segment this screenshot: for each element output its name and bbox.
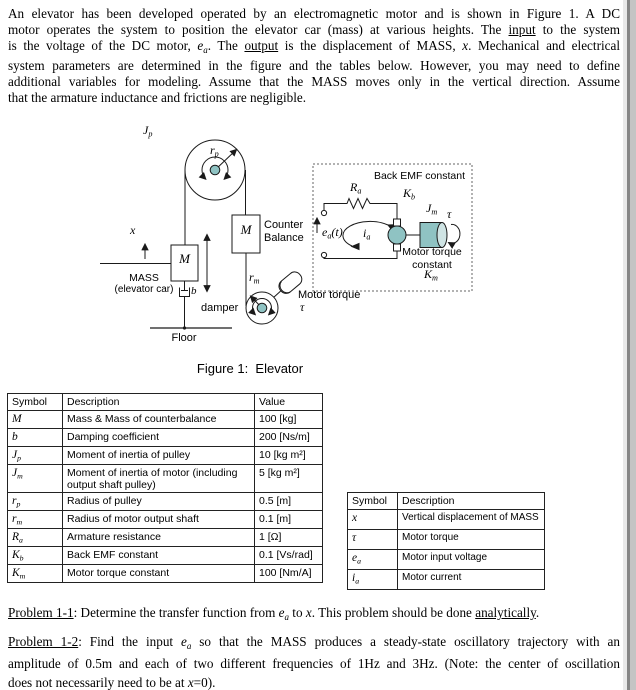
jm-label: $J_m$	[426, 201, 438, 217]
counterbalance-m-label: M	[240, 222, 252, 237]
table-row	[8, 547, 323, 565]
damper-label: damper	[201, 302, 239, 314]
kb-label: $K_b$	[403, 186, 416, 202]
terminal-bottom	[321, 252, 326, 257]
symbol-cell: $e_a$	[348, 550, 398, 570]
symbol-cell: x	[348, 510, 398, 530]
text-line: An elevator has been developed operated by an electromagnetic motor and is shown in Figure 1. A DC	[8, 6, 620, 21]
column-header: Value	[255, 394, 323, 411]
description-cell: Motor torque constant	[63, 565, 255, 583]
column-header: Description	[398, 493, 545, 510]
symbol-cell: τ	[348, 530, 398, 550]
back-emf-label: Back EMF constant	[373, 170, 466, 182]
description-cell: Back EMF constant	[63, 547, 255, 565]
value-cell: 0.1 [Vs/rad]	[255, 547, 323, 565]
text-line: system parameters are determined in the figure and the tables below. However, you may need to define	[8, 57, 620, 73]
column-header: Symbol	[8, 394, 63, 411]
table-row	[348, 530, 545, 550]
value-cell: 100 [kg]	[255, 411, 323, 429]
jp-label: $J_p$	[143, 123, 153, 139]
description-cell: Damping coefficient	[63, 429, 255, 447]
description-cell: Motor input voltage	[398, 550, 545, 570]
table-row	[8, 493, 323, 511]
table-row	[8, 429, 323, 447]
window-edge-gray	[630, 0, 636, 690]
motor-torque-constant-label: Motor torque constant	[402, 246, 462, 271]
table-row	[8, 511, 323, 529]
parameters-table	[7, 393, 323, 583]
ra-label: $R_a$	[350, 180, 362, 196]
value-cell: 200 [Ns/m]	[255, 429, 323, 447]
rm-label: $r_m$	[249, 270, 260, 286]
table-row	[8, 529, 323, 547]
table-row	[8, 447, 323, 465]
text-line: that the armature inductance and frictions are negligible.	[8, 89, 307, 105]
text-line: motor operates the system to position the elevator car (mass) at various heights. The input to the system	[8, 22, 620, 37]
tau-circuit-label: τ	[447, 207, 452, 221]
text-line: additional variables for modeling. Assume that the MASS moves only in the vertical direction. Assume	[8, 73, 620, 89]
text-line: Problem 1-2: Find the input $e_a$ so that the MASS produces a steady-state oscillatory trajectory with an	[8, 634, 620, 651]
description-cell: Mass & Mass of counterbalance	[63, 411, 255, 429]
elevator-car-label: (elevator car)	[114, 284, 174, 295]
symbol-cell: M	[8, 411, 63, 429]
table-header-row	[348, 493, 545, 510]
problem-1-2	[8, 633, 620, 690]
text-line: does not necessarily need to be at x=0).	[8, 675, 216, 690]
table-row	[8, 465, 323, 493]
b-label: b	[191, 285, 197, 297]
value-cell: 0.5 [m]	[255, 493, 323, 511]
description-cell: Moment of inertia of motor (including output shaft pulley)	[63, 465, 255, 493]
description-cell: Radius of motor output shaft	[63, 511, 255, 529]
motor-symbol	[388, 226, 406, 244]
figure-caption: Figure 1: Elevator	[196, 361, 304, 376]
description-cell: Motor current	[398, 570, 545, 590]
resistor-wire	[324, 199, 397, 220]
rp-label: $r_p$	[210, 143, 219, 159]
description-cell: Radius of pulley	[63, 493, 255, 511]
table-header-row	[8, 394, 323, 411]
symbol-cell: $J_p$	[8, 447, 63, 465]
torque-arrow	[449, 224, 460, 243]
ea-label: $e_a(t)$	[322, 225, 343, 241]
text-line: Problem 1-1: Determine the transfer function from $e_a$ to x. This problem should be done analytically.	[8, 605, 540, 622]
value-cell: 10 [kg m²]	[255, 447, 323, 465]
symbol-cell: $r_p$	[8, 493, 63, 511]
value-cell: 1 [Ω]	[255, 529, 323, 547]
problem-1-1	[8, 604, 620, 626]
mass-m-label: M	[179, 251, 190, 266]
floor-label: Floor	[171, 332, 197, 344]
table-row	[348, 510, 545, 530]
description-cell: Motor torque	[398, 530, 545, 550]
column-header: Description	[63, 394, 255, 411]
description-cell: Armature resistance	[63, 529, 255, 547]
value-cell: 5 [kg m²]	[255, 465, 323, 493]
text-line: is the voltage of the DC motor, $e_a$. The output is the displacement of MASS, x. Mechanical and electrical	[8, 38, 620, 55]
value-cell: 0.1 [m]	[255, 511, 323, 529]
tau-label: τ	[300, 300, 305, 314]
table-row	[8, 565, 323, 583]
km-label: $K_m$	[424, 267, 438, 283]
terminal-top	[321, 210, 326, 215]
symbol-cell: $R_a$	[8, 529, 63, 547]
description-cell: Moment of inertia of pulley	[63, 447, 255, 465]
symbol-cell: $i_a$	[348, 570, 398, 590]
symbol-cell: $K_m$	[8, 565, 63, 583]
table-row	[348, 570, 545, 590]
symbol-cell: $J_m$	[8, 465, 63, 493]
symbol-cell: $K_b$	[8, 547, 63, 565]
value-cell: 100 [Nm/A]	[255, 565, 323, 583]
x-label: x	[130, 223, 136, 237]
motor-torque-label: Motor torque	[298, 289, 361, 301]
column-header: Symbol	[348, 493, 398, 510]
text-line: amplitude of 0.5m and each of two different frequencies of 1Hz and 3Hz. (Note: the center of oscillation	[8, 656, 620, 672]
table-row	[348, 550, 545, 570]
mass-label: MASS	[129, 272, 159, 284]
counter-balance-label: Counter Balance	[264, 219, 304, 244]
symbol-cell: $r_m$	[8, 511, 63, 529]
description-cell: Vertical displacement of MASS	[398, 510, 545, 530]
symbol-cell: b	[8, 429, 63, 447]
variables-table	[347, 492, 545, 590]
ia-label: $i_a$	[363, 226, 371, 242]
table-row	[8, 411, 323, 429]
